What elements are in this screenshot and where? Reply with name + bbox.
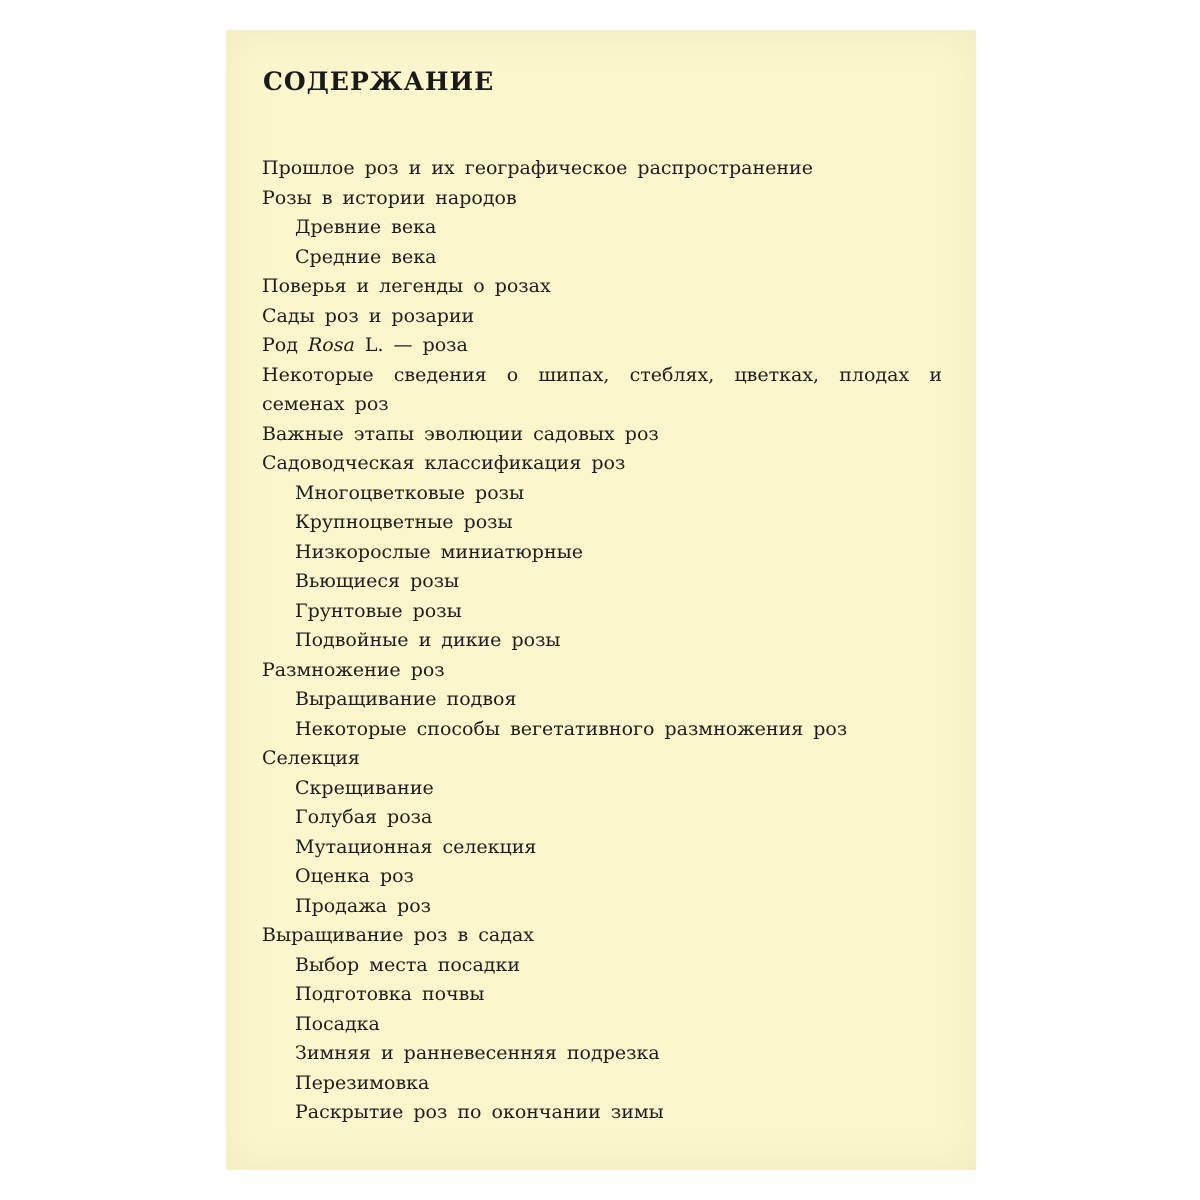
toc-entry-text: L. — роза [354, 334, 468, 356]
toc-entry: Садоводческая классификация роз [262, 452, 626, 474]
toc-subentry: Продажа роз [295, 894, 432, 917]
toc-entry: семенах роз [262, 393, 389, 415]
toc-subentry: Выращивание подвоя [295, 688, 517, 710]
table-of-contents [262, 154, 942, 1128]
toc-subentry: Вьющиеся розы [295, 570, 460, 592]
toc-entry: Розы в истории народов [262, 186, 517, 209]
toc-entry: Поверья и легенды о розах [262, 275, 551, 297]
toc-subentry: Посадка [295, 1012, 380, 1035]
toc-entry: Сады роз и розарии [262, 304, 475, 327]
toc-subentry: Средние века [295, 245, 437, 268]
toc-entry: Выращивание роз в садах [262, 924, 534, 946]
toc-subentry: Грунтовые розы [295, 599, 462, 622]
page-title: СОДЕРЖАНИЕ [263, 67, 495, 96]
toc-subentry: Древние века [295, 216, 437, 238]
toc-subentry: Подготовка почвы [295, 983, 485, 1005]
toc-subentry: Выбор места посадки [295, 953, 521, 976]
toc-entry: Важные этапы эволюции садовых роз [262, 422, 659, 445]
toc-entry: Селекция [262, 747, 360, 769]
toc-subentry: Некоторые способы вегетативного размножения роз [295, 717, 848, 740]
toc-entry: Некоторые сведения о шипах, стеблях, цветках, плодах и [262, 363, 942, 386]
toc-subentry: Низкорослые миниатюрные [295, 540, 583, 563]
toc-subentry: Подвойные и дикие розы [295, 629, 561, 651]
toc-entry: Размножение роз [262, 658, 445, 681]
toc-entry [262, 331, 942, 361]
toc-subentry: Скрещивание [295, 776, 434, 799]
toc-subentry: Раскрытие роз по окончании зимы [295, 1101, 664, 1123]
toc-subentry: Крупноцветные розы [295, 511, 513, 533]
toc-subentry: Перезимовка [295, 1071, 430, 1094]
toc-subentry: Зимняя и ранневесенняя подрезка [295, 1042, 660, 1064]
toc-subentry: Оценка роз [295, 865, 414, 887]
genus-name-italic: Rosa [307, 334, 355, 356]
toc-entry-text: Род [262, 334, 308, 356]
toc-subentry: Мутационная селекция [295, 835, 537, 858]
toc-subentry: Многоцветковые розы [295, 481, 525, 504]
toc-entry: Прошлое роз и их географическое распространение [262, 157, 813, 179]
book-page [226, 30, 976, 1170]
toc-subentry: Голубая роза [295, 806, 433, 828]
